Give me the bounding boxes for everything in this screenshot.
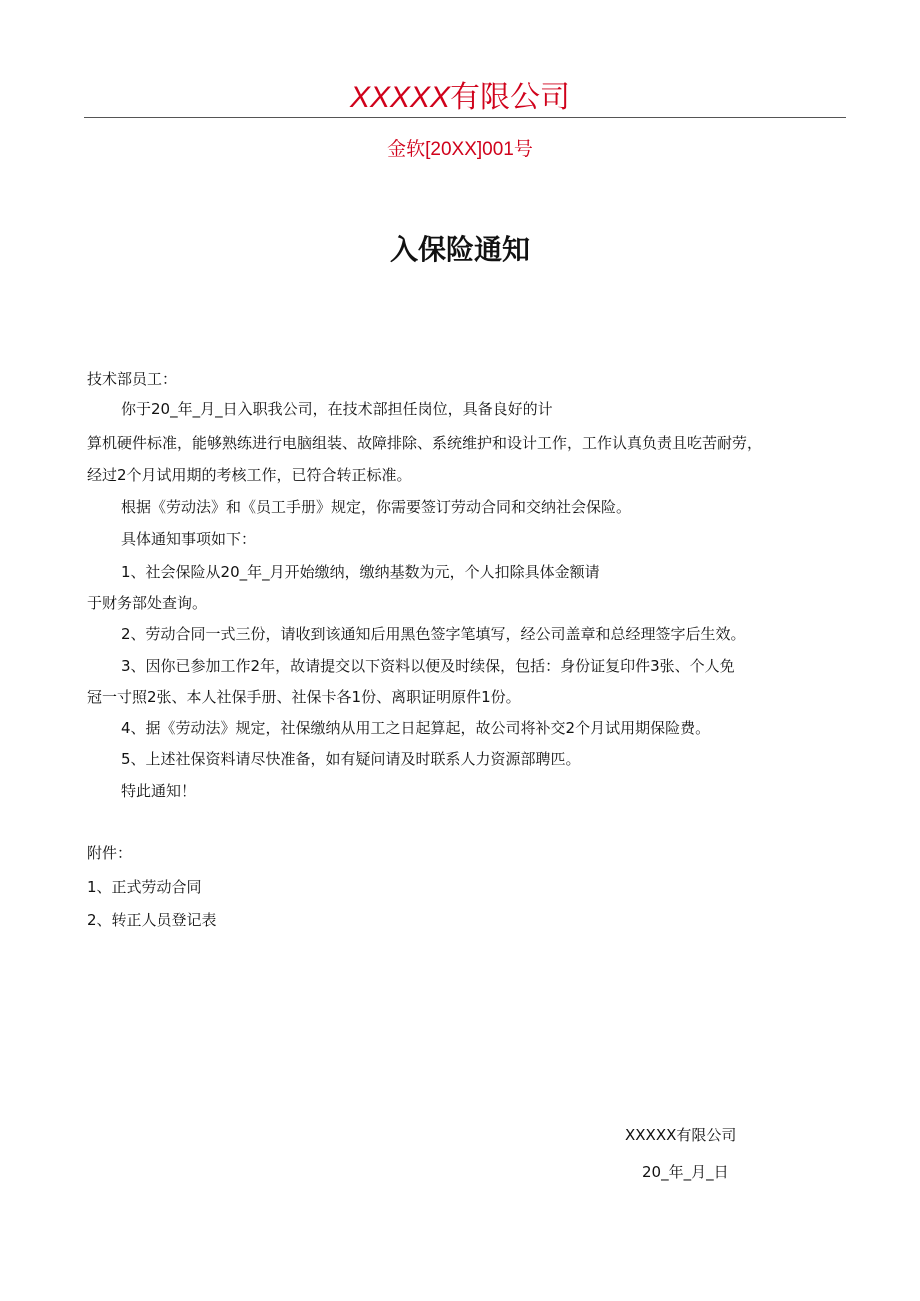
signature-company: XXXXX有限公司 — [625, 1126, 737, 1144]
header-divider — [84, 117, 846, 118]
paragraph-1-line-2: 算机硬件标准，能够熟练进行电脑组装、故障排除、系统维护和设计工作，工作认真负责且吃苦耐劳， — [87, 434, 763, 452]
item-5: 5、上述社保资料请尽快准备，如有疑问请及时联系人力资源部聘匹。 — [121, 750, 581, 768]
item-1-line-1: 1、社会保险从20_年_月开始缴纳，缴纳基数为元，个人扣除具体金额请 — [121, 563, 600, 581]
paragraph-2: 根据《劳动法》和《员工手册》规定，你需要签订劳动合同和交纳社会保险。 — [121, 498, 632, 516]
attachment-item-2: 2、转正人员登记表 — [87, 911, 217, 929]
company-header — [0, 76, 920, 120]
company-header-latin: XXXXX — [349, 81, 451, 114]
paragraph-3: 具体通知事项如下： — [121, 530, 257, 548]
salutation: 技术部员工： — [87, 370, 178, 388]
attachments-label: 附件： — [87, 844, 133, 862]
document-number: 金软[20XX]001号 — [387, 139, 533, 160]
paragraph-1-line-1: 你于20_年_月_日入职我公司，在技术部担任岗位，具备良好的计 — [121, 400, 553, 418]
item-2: 2、劳动合同一式三份，请收到该通知后用黑色签字笔填写，经公司盖章和总经理签字后生效。 — [121, 625, 746, 643]
attachment-item-1: 1、正式劳动合同 — [87, 878, 202, 896]
item-4: 4、据《劳动法》规定，社保缴纳从用工之日起算起，故公司将补交2个月试用期保险费。 — [121, 719, 711, 737]
signature-date: 20_年_月_日 — [642, 1163, 729, 1181]
closing-line: 特此通知！ — [121, 782, 197, 800]
company-header-cn: 有限公司 — [450, 80, 571, 115]
document-title: 入保险通知 — [389, 233, 530, 266]
item-1-line-2: 于财务部处查询。 — [87, 594, 208, 612]
paragraph-1-line-3: 经过2个月试用期的考核工作，已符合转正标准。 — [87, 466, 412, 484]
item-3-line-2: 冠一寸照2张、本人社保手册、社保卡各1份、离职证明原件1份。 — [87, 688, 521, 706]
item-3-line-1: 3、因你已参加工作2年，故请提交以下资料以便及时续保，包括：身份证复印件3张、个人免 — [121, 657, 735, 675]
